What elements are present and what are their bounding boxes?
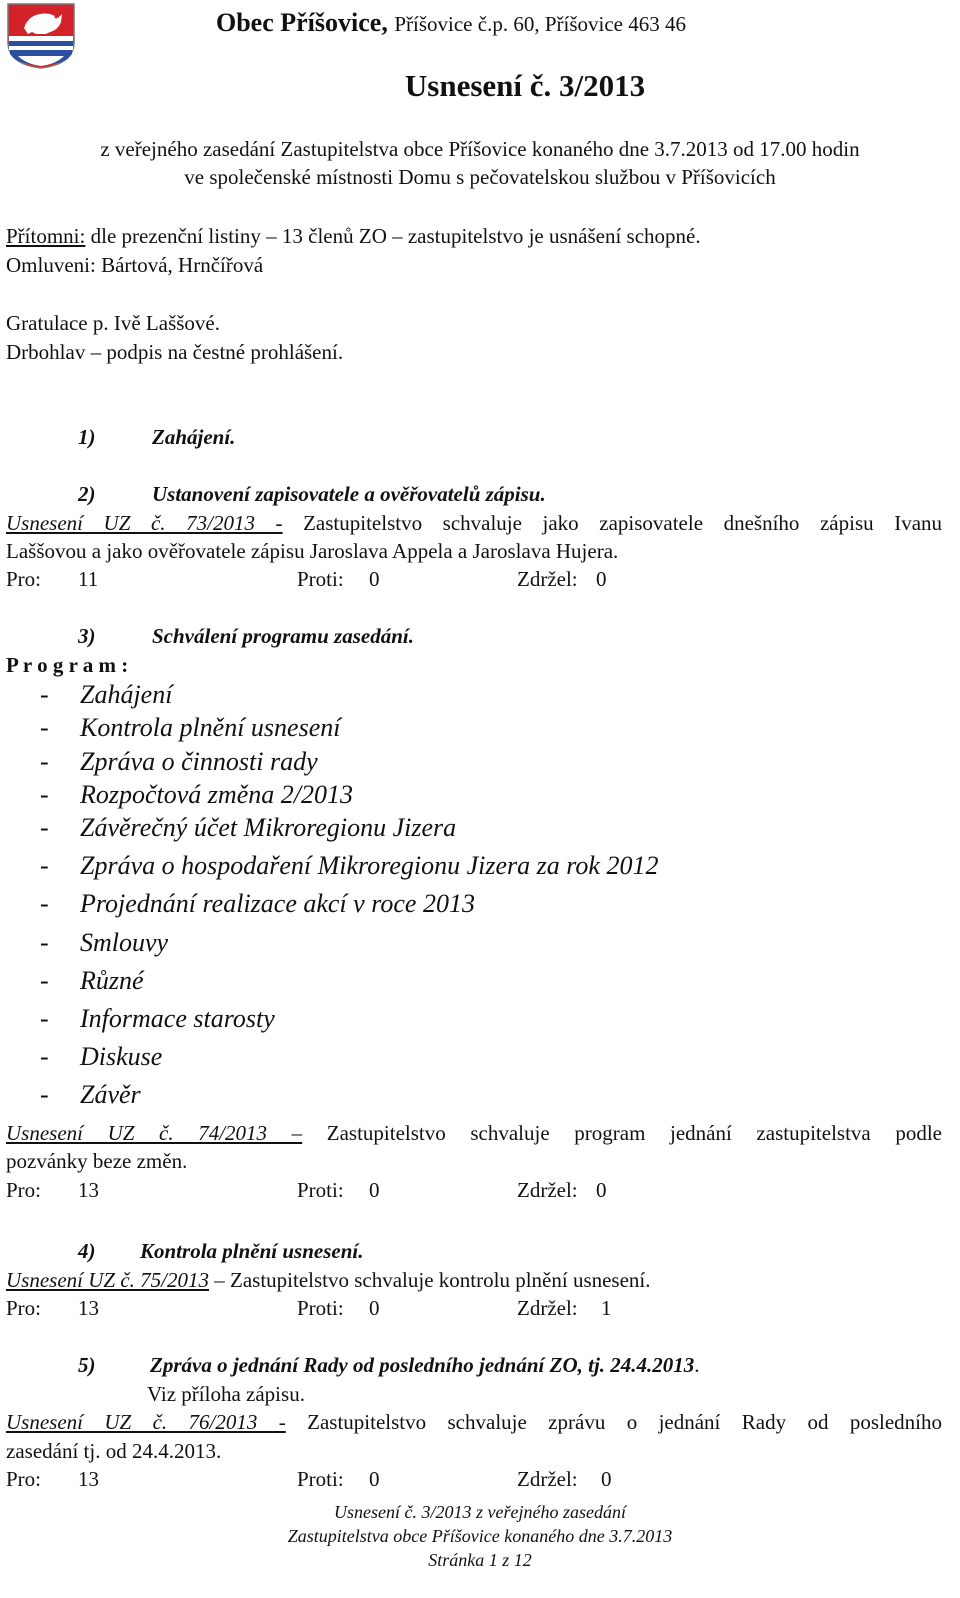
section-1-title: Zahájení. — [152, 425, 236, 449]
section-5-title: Zpráva o jednání Rady od posledního jednání ZO, tj. 24.4.2013 — [150, 1353, 695, 1377]
section-5-title-line — [150, 1352, 700, 1378]
footer-line-1: Usnesení č. 3/2013 z veřejného zasedání — [334, 1502, 626, 1522]
program-item — [0, 780, 960, 812]
document-subtitle-1: z veřejného zasedání Zastupitelstva obce Příšovice konaného dne 3.7.2013 od 17.00 hodin — [100, 137, 860, 161]
section-5-title-dot: . — [694, 1353, 700, 1377]
signature-note: Drbohlav – podpis na čestné prohlášení. — [6, 340, 344, 364]
vote-against-value: 0 — [369, 1296, 380, 1320]
program-item-text: Smlouvy — [80, 928, 169, 957]
program-label: P r o g r a m : — [6, 653, 129, 677]
section-4-title: Kontrola plnění usnesení. — [140, 1239, 364, 1263]
program-item-dash: - — [40, 780, 49, 809]
program-item — [0, 851, 960, 883]
header-title — [216, 8, 686, 38]
vote-for-label: Pro: — [6, 567, 42, 591]
org-name: Obec Příšovice, — [216, 8, 388, 37]
vote-for-value: 11 — [78, 567, 99, 591]
section-2-vote — [0, 566, 960, 592]
program-item-dash: - — [40, 680, 49, 709]
vote-against-label: Proti: — [297, 567, 344, 591]
section-3-resolution-line-2: pozvánky beze změn. — [6, 1149, 188, 1173]
program-item-dash: - — [40, 1080, 49, 1109]
excused-line: Omluveni: Bártová, Hrnčířová — [6, 253, 264, 277]
vote-against-label: Proti: — [297, 1178, 344, 1202]
section-3-resolution-line-1 — [6, 1120, 942, 1146]
program-item — [0, 966, 960, 998]
section-4-resolution-ref: Usnesení UZ č. 75/2013 — [6, 1268, 209, 1292]
section-3-resolution-ref: Usnesení UZ č. 74/2013 – — [6, 1121, 303, 1145]
program-item-dash: - — [40, 889, 49, 918]
section-3-title: Schválení programu zasedání. — [152, 624, 414, 648]
program-item — [0, 1004, 960, 1036]
section-2-resolution-line-1 — [6, 510, 942, 536]
section-4-vote — [0, 1295, 960, 1321]
section-4-resolution-line-1 — [6, 1267, 651, 1293]
section-4-resolution-text: – Zastupitelstvo schvaluje kontrolu plnění usnesení. — [214, 1268, 651, 1292]
document-subtitle-2: ve společenské místnosti Domu s pečovatelskou službou v Příšovicích — [184, 165, 776, 189]
program-item-text: Zpráva o hospodaření Mikroregionu Jizera za rok 2012 — [80, 851, 659, 880]
present-label: Přítomni: — [6, 224, 86, 248]
coat-of-arms-icon — [6, 2, 76, 70]
program-item-dash: - — [40, 813, 49, 842]
section-1-number: 1) — [78, 425, 96, 449]
program-item — [0, 713, 960, 745]
program-item-text: Kontrola plnění usnesení — [80, 713, 341, 742]
section-5-note: Viz příloha zápisu. — [147, 1382, 305, 1406]
vote-abstain-label: Zdržel: — [517, 1178, 578, 1202]
program-item — [0, 1042, 960, 1074]
attendance-line — [6, 223, 701, 249]
org-address: Příšovice č.p. 60, Příšovice 463 46 — [394, 12, 686, 36]
program-item-text: Různé — [80, 966, 144, 995]
section-5-resolution-ref: Usnesení UZ č. 76/2013 - — [6, 1410, 286, 1434]
program-item-dash: - — [40, 747, 49, 776]
vote-for-value: 13 — [78, 1178, 99, 1202]
document-title: Usnesení č. 3/2013 — [404, 68, 646, 103]
program-item-text: Rozpočtová změna 2/2013 — [80, 780, 353, 809]
vote-abstain-label: Zdržel: — [517, 567, 578, 591]
program-item — [0, 747, 960, 779]
section-2-resolution-ref: Usnesení UZ č. 73/2013 - — [6, 511, 283, 535]
program-item — [0, 928, 960, 960]
program-item-dash: - — [40, 1004, 49, 1033]
section-3-vote — [0, 1177, 960, 1203]
section-5-resolution-text: Zastupitelstvo schvaluje zprávu o jednání Rady od posledního — [307, 1410, 943, 1434]
program-item-dash: - — [40, 1042, 49, 1071]
program-item — [0, 889, 960, 921]
present-text: dle prezenční listiny – 13 členů ZO – zastupitelstvo je usnášení schopné. — [90, 224, 701, 248]
vote-for-label: Pro: — [6, 1467, 42, 1491]
section-2-resolution-line-2: Laššovou a jako ověřovatele zápisu Jaroslava Appela a Jaroslava Hujera. — [6, 539, 619, 563]
program-item — [0, 680, 960, 712]
program-item-dash: - — [40, 966, 49, 995]
section-2-resolution-text: Zastupitelstvo schvaluje jako zapisovatele dnešního zápisu Ivanu — [303, 511, 943, 535]
program-item — [0, 813, 960, 845]
vote-for-label: Pro: — [6, 1178, 42, 1202]
section-5-resolution-line-1 — [6, 1409, 942, 1435]
vote-for-value: 13 — [78, 1296, 99, 1320]
section-4-number: 4) — [78, 1239, 96, 1263]
section-3-resolution-text: Zastupitelstvo schvaluje program jednání zastupitelstva podle — [326, 1121, 942, 1145]
program-item-text: Projednání realizace akcí v roce 2013 — [80, 889, 475, 918]
vote-abstain-value: 0 — [596, 567, 607, 591]
vote-for-label: Pro: — [6, 1296, 42, 1320]
footer-line-2: Zastupitelstva obce Příšovice konaného dne 3.7.2013 — [287, 1526, 673, 1546]
section-5-resolution-line-2: zasedání tj. od 24.4.2013. — [6, 1439, 222, 1463]
section-5-number: 5) — [78, 1353, 96, 1377]
vote-abstain-label: Zdržel: — [517, 1467, 578, 1491]
program-item-dash: - — [40, 713, 49, 742]
vote-for-value: 13 — [78, 1467, 99, 1491]
vote-against-label: Proti: — [297, 1467, 344, 1491]
section-2-title: Ustanovení zapisovatele a ověřovatelů zápisu. — [152, 482, 546, 506]
program-item-text: Zahájení — [80, 680, 173, 709]
program-item-text: Závěrečný účet Mikroregionu Jizera — [80, 813, 457, 842]
vote-against-value: 0 — [369, 1467, 380, 1491]
program-item-dash: - — [40, 851, 49, 880]
vote-against-value: 0 — [369, 1178, 380, 1202]
program-item-text: Zpráva o činnosti rady — [80, 747, 318, 776]
program-item-text: Závěr — [80, 1080, 141, 1109]
program-item-text: Diskuse — [80, 1042, 163, 1071]
vote-against-label: Proti: — [297, 1296, 344, 1320]
program-item-text: Informace starosty — [80, 1004, 275, 1033]
vote-abstain-value: 0 — [601, 1467, 612, 1491]
program-item-dash: - — [40, 928, 49, 957]
section-5-vote — [0, 1466, 960, 1492]
footer-page-number: Stránka 1 z 12 — [428, 1550, 532, 1570]
vote-abstain-value: 1 — [601, 1296, 612, 1320]
vote-against-value: 0 — [369, 567, 380, 591]
vote-abstain-label: Zdržel: — [517, 1296, 578, 1320]
congrats-note: Gratulace p. Ivě Laššové. — [6, 311, 220, 335]
section-3-number: 3) — [78, 624, 96, 648]
vote-abstain-value: 0 — [596, 1178, 607, 1202]
program-item — [0, 1080, 960, 1112]
section-2-number: 2) — [78, 482, 96, 506]
